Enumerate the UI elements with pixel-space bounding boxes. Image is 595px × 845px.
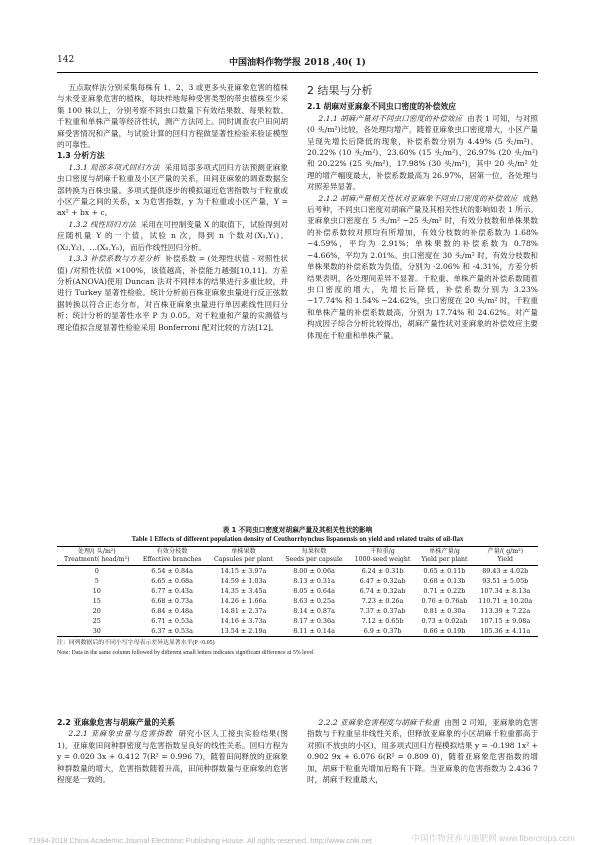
section-heading-2-1: 2.1 胡麻对亚麻象不同虫口密度的补偿效应 bbox=[307, 102, 457, 112]
paragraph-2-1-1: 2.1.1 胡麻产量对不同虫口密度的补偿效应 由表 1 可知，与对照(0 头/m²)比较，各处理均增产，随着亚麻象虫口密度增大，小区产量呈现先增长后降低的现象，补偿系数分别为 4.49% (5 头/m²)、20.22% (10 头/m²)、23.60% (15 头/m²)、26.97% (20 头/m²)和 20.22% (25 头/m²)，17.98% (30 头/m²)，其中 20 头/m² 处理的增产幅度最大，补偿系数最高为 26.97%，居第一位，各处理与对照差异显著。 bbox=[307, 113, 539, 192]
table-cell: 6.84 ± 0.48a bbox=[151, 607, 193, 615]
table-title-en: Table 1 Effects of different population density of Ceuthorrhynchus lispanensis on yield and related traits of oil-flax bbox=[131, 536, 464, 543]
table-cell: 0.76 ± 0.76ab bbox=[421, 597, 468, 605]
paragraph-2-2-2: 2.2.2 亚麻象危害程度与胡麻千粒重 由图 2 可知，亚麻象的危害指数与千粒重呈非线性关系，但释放亚麻象的小区胡麻千粒重都高于对照(不放虫的小区)，用多项式回归方程模拟结果 y = -0.198 1x² + 0.902 9x + 6.076 6(R² = 0.809 0)，随着亚麻象危害指数的增加，胡麻千粒重先增加后略有下降。当亚麻象的危害指数为 2.436 7 时，胡麻千粒重最大， bbox=[307, 718, 538, 785]
paragraph-1-3-2: 1.3.2 线性回归方法 采用在可控制变量 X 的取值下，试验得到对应随机量 Y 的一个值，试验 n 次，得到 n 个数对(X₁,Y₁)、(X₂,Y₂)、…(Xₙ,Yₙ)，而后作线性回归分析。 bbox=[57, 219, 288, 252]
paragraph-1-3-3: 1.3.3 补偿系数与方差分析 补偿系数 = (处理性状值 - 对照性状值) /对照性状值 ×100%，该值越高，补偿能力越强[10,11]。方差分析(ANOVA)使用 Duncan 法对不同样本的结果进行多重比较，并进行 Turkey 显著性检验。统计分析前百株亚麻象虫量进行反正弦数据转换以符合正态分布，对百株亚麻象虫量进行单因素线性回归分析；统计分析的显著性水平 P 为 0.05。对千粒重和产量的实测值与理论值拟合度显著性检验采用 Bonferroni 配对比较的方法[12]。 bbox=[57, 254, 288, 332]
table-cell: 6.71 ± 0.53a bbox=[151, 617, 193, 625]
table-cell: 89.43 ± 4.02b bbox=[482, 567, 529, 575]
table-cell: 8.63 ± 0.25a bbox=[293, 597, 335, 605]
table-cell: 6.24 ± 0.31b bbox=[361, 567, 404, 575]
subheading-2-1-2: 2.1.2 胡麻产量相关性状对亚麻象不同虫口密度的补偿效应 bbox=[318, 193, 518, 203]
table-cell: 15 bbox=[92, 597, 101, 605]
table-cell: 6.47 ± 0.32ab bbox=[359, 577, 406, 585]
table-header-cell: 处理/( 头/m²) Treatment( head/m²) bbox=[57, 547, 137, 566]
table-cell: 8.05 ± 0.64a bbox=[293, 587, 335, 595]
table-header-cell: 有效分枝数 Effective branches bbox=[137, 547, 208, 566]
table-cell: 14.15 ± 3.97a bbox=[220, 567, 267, 575]
header-rule bbox=[57, 72, 538, 73]
subheading-2-2-1: 2.2.1 亚麻象虫量与危害指数 bbox=[68, 729, 173, 739]
table-row bbox=[57, 606, 538, 616]
table-row bbox=[57, 596, 538, 606]
section-heading-2-2: 2.2 亚麻象危害与胡麻产量的关系 bbox=[57, 718, 175, 727]
journal-title: 中国油料作物学报 2018 ,40( 1) bbox=[229, 58, 366, 68]
table-cell: 5 bbox=[94, 577, 99, 585]
table-cell: 14.59 ± 1.03a bbox=[220, 577, 267, 585]
table-cell: 6.37 ± 0.53a bbox=[137, 626, 208, 637]
table-cell: 8.00 ± 0.06a bbox=[293, 567, 335, 575]
table-cell: 7.37 ± 0.37ab bbox=[359, 607, 406, 615]
section-heading-2: 2 结果与分析 bbox=[307, 84, 373, 97]
paragraph-2-2-1: 2.2.1 亚麻象虫量与危害指数 研究小区人工接虫实验结果(图 1)，亚麻象田间种群密度与危害指数呈良好的线性关系。回归方程为 y = 0.020 3x + 0.412 7(R² = 0.996 7)，随着田间释放的亚麻象种群数量的增大，危害指数随着升高，田间种群数量与亚麻象的危害程度是一致的。 bbox=[57, 729, 288, 785]
table-cell: 0.73 ± 0.02ab bbox=[421, 617, 468, 625]
table-cell: 14.35 ± 3.45a bbox=[220, 587, 267, 595]
subheading-2-2-2: 2.2.2 亚麻象危害程度与胡麻千粒重 bbox=[318, 718, 440, 727]
paragraph-1-3-1: 1.3.1 局部多项式回归方法 采用局部多项式回归方法预测亚麻象虫口密度与胡麻千粒重及小区产量的关系，田间亚麻象的调查数据全部转换为百株虫量。多项式提供逐步的模拟逼近危害指数与千粒重或小区产量之间的关系，x 为危害指数，y 为千粒重或小区产量，Y = ax² + bx + c。 bbox=[57, 162, 289, 218]
table-cell: 8.11 ± 0.14a bbox=[279, 626, 348, 637]
subheading-1-3-2: 1.3.2 线性回归方法 bbox=[68, 219, 136, 229]
table-row bbox=[57, 616, 538, 626]
table-cell: 105.36 ± 4.11a bbox=[472, 626, 538, 637]
table-cell: 8.13 ± 0.31a bbox=[293, 577, 335, 585]
table-1-grid bbox=[57, 546, 538, 637]
table-row bbox=[57, 576, 538, 586]
table-cell: 7.12 ± 0.65b bbox=[361, 617, 404, 625]
table-cell: 6.9 ± 0.37b bbox=[349, 626, 417, 637]
table-cell: 6.74 ± 0.32ab bbox=[359, 587, 406, 595]
copyright-line: ?1994-2018 China Academic Journal Electronic Publishing House. All rights reserved. http://www.cnki.net bbox=[28, 836, 372, 845]
table-cell: 113.39 ± 7.22a bbox=[480, 607, 531, 615]
table-cell: 107.34 ± 8.13a bbox=[480, 587, 531, 595]
paragraph-sampling: 五点取样法分别采集每株有 1、2、3 或更多头亚麻象危害的植株与未受亚麻象危害的植株，每块样地每种受害类型的带虫植株至少采集 100 株以上，分别考察不同虫口数量下有效结果数、每果粒数、千粒重和单株产量等经济性状，测产方法同上。同时调查农户田间胡麻受害情况和产量，与试验计算的回归方程做显著性检验来验证模型的可靠性。 bbox=[57, 83, 288, 150]
table-body bbox=[57, 566, 538, 637]
table-cell: 0.65 ± 0.11b bbox=[423, 567, 466, 575]
table-row bbox=[57, 566, 538, 577]
table-cell: 10 bbox=[92, 587, 101, 595]
table-cell: 6.68 ± 0.73a bbox=[151, 597, 193, 605]
table-cell: 8.14 ± 0.87a bbox=[293, 607, 335, 615]
right-column-upper bbox=[307, 82, 538, 341]
page-number: 142 bbox=[57, 55, 75, 65]
table-cell: 0.71 ± 0.22b bbox=[423, 587, 466, 595]
table-cell: 6.54 ± 0.84a bbox=[151, 567, 193, 575]
page-header bbox=[57, 55, 538, 69]
table-cell: 7.23 ± 0.26a bbox=[361, 597, 404, 605]
table-row bbox=[57, 586, 538, 596]
table-cell: 0.66 ± 0.19b bbox=[416, 626, 472, 637]
table-cell: 30 bbox=[57, 626, 137, 637]
table-cell: 20 bbox=[92, 607, 101, 615]
table-cell: 6.77 ± 0.43a bbox=[151, 587, 193, 595]
table-title: 表 1 不同虫口密度对胡麻产量及其相关性状的影响 bbox=[222, 526, 373, 534]
table-cell: 14.81 ± 2.37a bbox=[220, 607, 267, 615]
page-footer bbox=[28, 833, 575, 845]
paragraph-2-1-2: 2.1.2 胡麻产量相关性状对亚麻象不同虫口密度的补偿效应 成熟后考种，不同虫口密度对胡麻产量及其相关性状的影响如表 1 所示。亚麻象虫口密度在 5 头/m² ~25 头/m² 时，有效分枝数和单株果数的补偿系数较对照均有所增加，有效分枝数的补偿系数为 1.68% ~4.59%，平均为 2.91%；单株果数的补偿系数为 0.78% ~4.66%，平均为 2.01%。虫口密度在 30 头/m² 时，有效分枝数和单株果数的补偿系数为负值，分别为 -2.06% 和 -4.31%，方差分析结果表明，各处理间差异不显著。千粒重、单株产量的补偿系数随着虫口密度的增大，先增长后降低，补偿系数分别为 3.23% ~17.74% 和 1.54% ~24.62%，虫口密度在 20 头/m² 时，千粒重和单株产量的补偿系数最高，分别为 17.74% 和 24.62%。对产量构成因子综合分析比较得出，胡麻产量性状对亚麻象的补偿效应主要体现在千粒重和单株产量。 bbox=[307, 193, 539, 340]
section-heading-1-3: 1.3 分析方法 bbox=[57, 151, 105, 161]
table-cell: 0.81 ± 0.30a bbox=[423, 607, 466, 615]
table-cell: 14.26 ± 1.66a bbox=[220, 597, 267, 605]
right-column-lower bbox=[307, 717, 538, 785]
left-column-lower bbox=[57, 717, 288, 785]
table-header-cell: 千粒重/g 1000-seed weight bbox=[349, 547, 417, 566]
table-header-cell: 单株果数 Capsules per plant bbox=[208, 547, 280, 566]
table-cell: 14.16 ± 3.73a bbox=[220, 617, 267, 625]
table-note-en: Note: Data in the same column followed by different small letters indicates significant difference at 5% level bbox=[57, 650, 314, 656]
table-cell: 13.54 ± 2.19a bbox=[208, 626, 280, 637]
table-note-cn: 注：同列数据后的不同小写字母表示差异达显著水平(P <0.05) bbox=[57, 640, 215, 646]
subheading-1-3-1: 1.3.1 局部多项式回归方法 bbox=[68, 162, 160, 172]
table-cell: 93.51 ± 5.05b bbox=[482, 577, 529, 585]
table-1 bbox=[57, 526, 538, 657]
table-cell: 25 bbox=[92, 617, 101, 625]
table-header-row bbox=[57, 547, 538, 566]
table-header-cell: 每果粒数 Seeds per capsule bbox=[279, 547, 348, 566]
table-cell: 0.68 ± 0.13b bbox=[423, 577, 466, 585]
subheading-1-3-3: 1.3.3 补偿系数与方差分析 bbox=[68, 254, 160, 264]
table-cell: 6.65 ± 0.68a bbox=[151, 577, 193, 585]
subheading-2-1-1: 2.1.1 胡麻产量对不同虫口密度的补偿效应 bbox=[318, 113, 463, 123]
table-header-cell: 产量/( g/m²) Yield bbox=[472, 547, 538, 566]
watermark: 中国作物营养与施肥网 www.fibercrops.com bbox=[411, 833, 575, 843]
table-row bbox=[57, 626, 538, 637]
table-header-cell: 单株产量/g Yield per plant bbox=[416, 547, 472, 566]
table-cell: 107.15 ± 9.08a bbox=[480, 617, 531, 625]
table-cell: 8.17 ± 0.36a bbox=[293, 617, 335, 625]
table-cell: 0 bbox=[94, 567, 99, 575]
table-cell: 110.71 ± 10.20a bbox=[478, 597, 533, 605]
left-column-upper bbox=[57, 82, 288, 333]
